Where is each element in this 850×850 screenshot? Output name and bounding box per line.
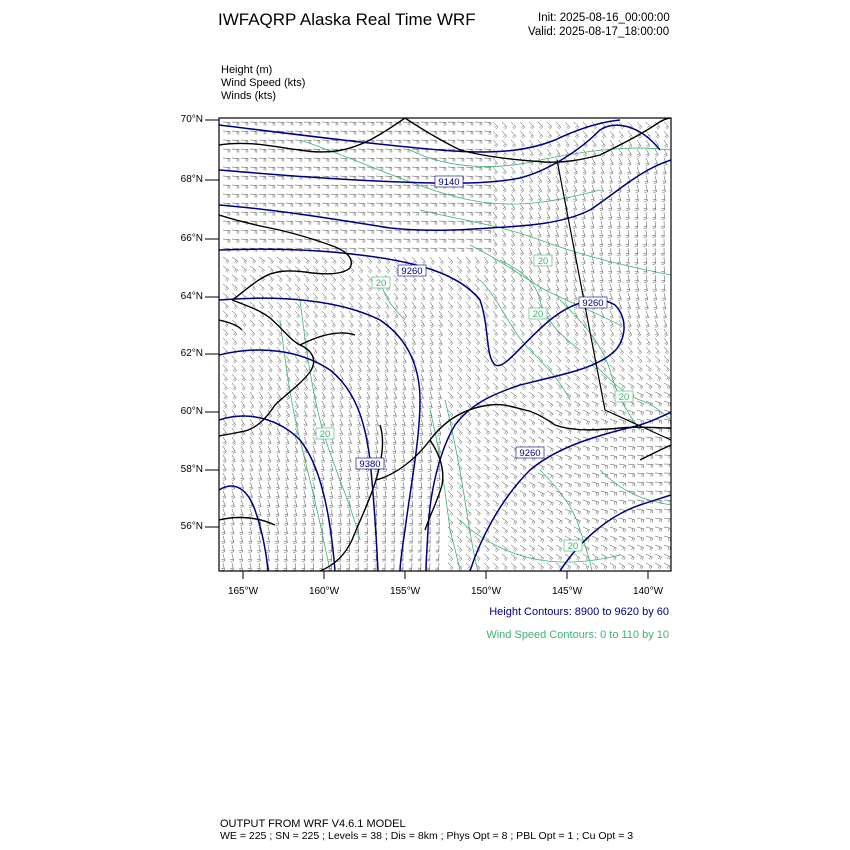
wind-contour-label: 20 (618, 392, 630, 403)
lon-label: 145°W (551, 586, 583, 597)
height-contour-label: 9260 (582, 298, 604, 309)
height-contour-label: 9380 (359, 459, 381, 470)
axis-ticks (205, 120, 648, 579)
wind-contour-label: 20 (319, 429, 331, 440)
chart-title: IWFAQRP Alaska Real Time WRF (218, 10, 476, 29)
wind-speed-contour-legend: Wind Speed Contours: 0 to 110 by 10 (486, 629, 669, 641)
lat-label: 68°N (180, 174, 203, 185)
height-label-2 (579, 297, 607, 309)
lat-label: 66°N (180, 233, 203, 244)
wind-contour-label: 20 (567, 541, 579, 552)
wind-barbs (221, 122, 671, 571)
lat-label: 56°N (180, 521, 203, 532)
variable-label-wind-speed: Wind Speed (kts) (221, 77, 306, 89)
wind-barb-field (221, 122, 671, 571)
height-contour-label: 9260 (519, 448, 541, 459)
lon-label: 155°W (389, 586, 421, 597)
lon-label: 150°W (470, 586, 502, 597)
wind-contour-label: 20 (532, 309, 544, 320)
height-label-3 (516, 447, 544, 459)
variable-label-winds: Winds (kts) (221, 90, 276, 102)
lon-label: 160°W (308, 586, 340, 597)
lon-label: 140°W (632, 586, 664, 597)
height-label-4 (356, 458, 384, 470)
wind-speed-contours (280, 140, 671, 571)
model-info-line2: WE = 225 ; SN = 225 ; Levels = 38 ; Dis = 8km ; Phys Opt = 8 ; PBL Opt = 1 ; Cu Opt = 3 (220, 830, 634, 842)
height-label-1 (398, 265, 426, 277)
lon-label: 165°W (227, 586, 259, 597)
lat-label: 70°N (180, 114, 203, 125)
wind-contour-label: 20 (537, 256, 549, 267)
valid-time: Valid: 2025-08-17_18:00:00 (528, 26, 670, 38)
model-info-line1: OUTPUT FROM WRF V4.6.1 MODEL (220, 818, 406, 830)
variable-label-height: Height (m) (221, 64, 273, 76)
height-contour-label: 9140 (438, 177, 460, 188)
height-contour-labels (356, 176, 607, 470)
lat-label: 60°N (180, 406, 203, 417)
height-label-0 (435, 176, 463, 188)
lat-label: 58°N (180, 464, 203, 475)
height-contour-legend: Height Contours: 8900 to 9620 by 60 (489, 606, 669, 618)
lat-label: 62°N (180, 348, 203, 359)
init-time: Init: 2025-08-16_00:00:00 (538, 12, 670, 24)
wind-contour-label: 20 (375, 278, 387, 289)
border-line (557, 160, 671, 440)
height-contour-label: 9260 (401, 266, 423, 277)
lat-label: 64°N (180, 291, 203, 302)
